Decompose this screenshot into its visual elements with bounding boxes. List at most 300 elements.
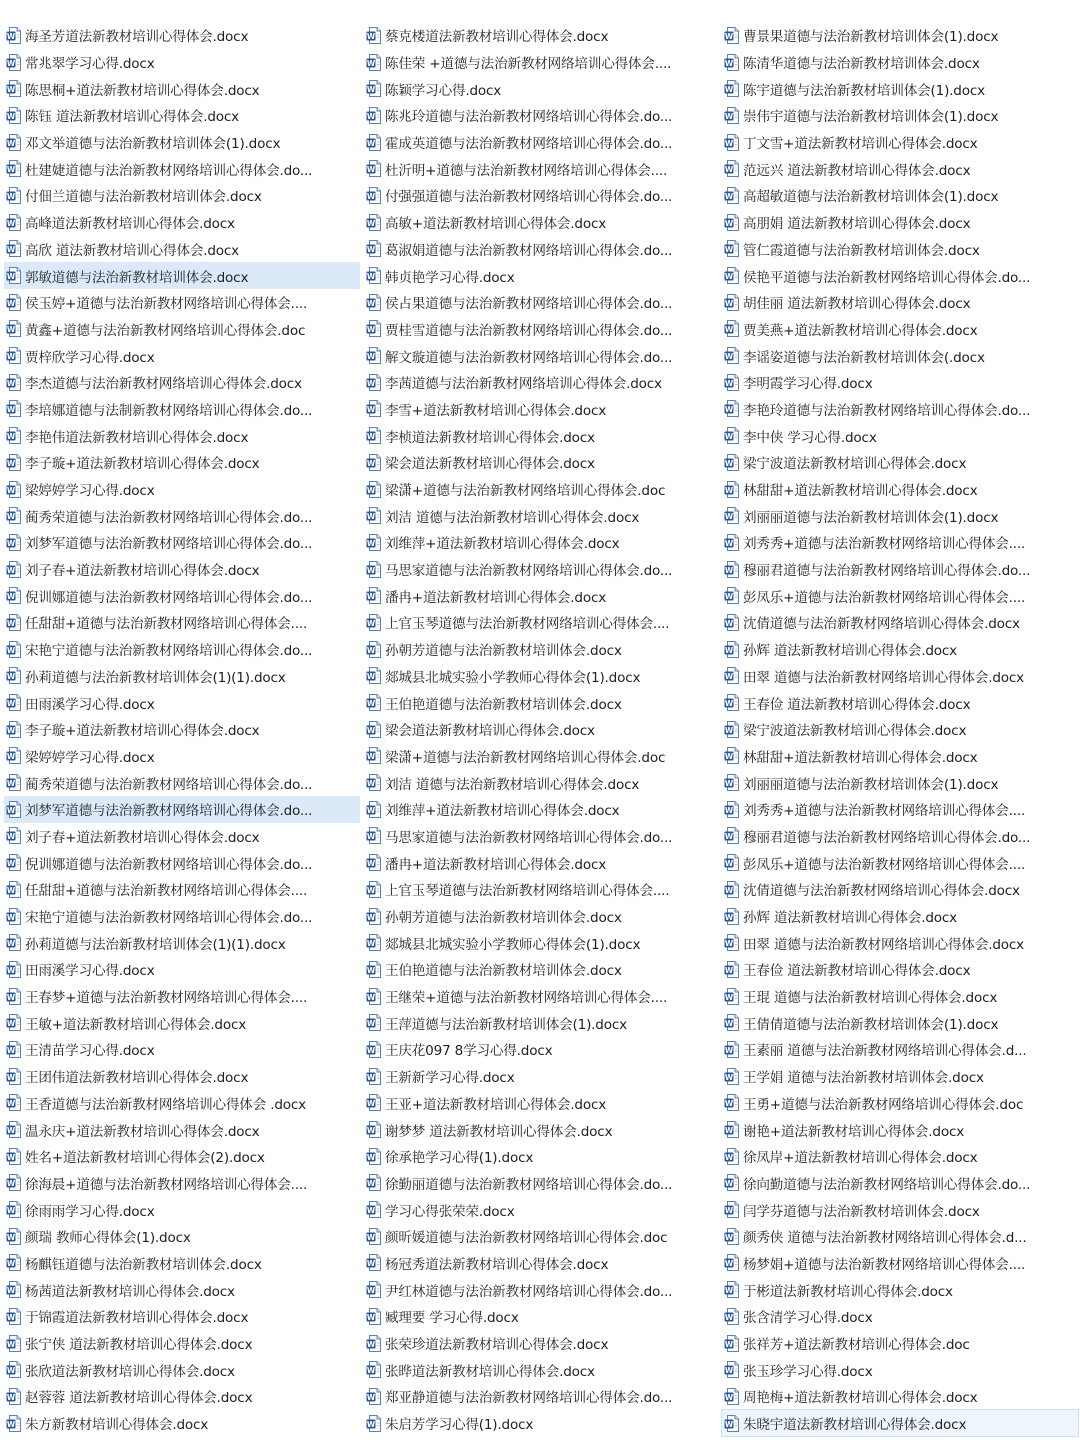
file-item[interactable]: [364, 929, 720, 956]
file-item[interactable]: [4, 155, 360, 182]
file-name: 张晔道法新教材培训心得体会.docx: [385, 1363, 595, 1380]
svg-text:W: W: [724, 699, 734, 709]
svg-text:W: W: [6, 512, 16, 522]
file-name: 王伯艳道德与法治新教材培训体会.docx: [385, 963, 622, 980]
file-item[interactable]: [722, 689, 1078, 716]
file-item[interactable]: [4, 1063, 360, 1090]
svg-text:W: W: [366, 1286, 376, 1296]
file-item[interactable]: [4, 502, 360, 529]
file-name: 王亚+道法新教材培训心得体会.docx: [385, 1096, 607, 1113]
svg-text:W: W: [724, 592, 734, 602]
file-item[interactable]: [4, 983, 360, 1010]
file-item[interactable]: [364, 49, 720, 76]
file-item[interactable]: [364, 449, 720, 476]
svg-text:W: W: [724, 512, 734, 522]
file-name: 刘梦军道德与法治新教材网络培训心得体会.do...: [25, 803, 313, 820]
file-name: 陈佳荣 +道德与法治新教材网络培训心得体会....: [385, 56, 672, 73]
file-name: 刘丽丽道德与法治新教材培训体会(1).docx: [743, 509, 999, 526]
word-document-icon: [366, 1174, 381, 1191]
file-item[interactable]: [4, 716, 360, 743]
file-item[interactable]: [722, 1250, 1078, 1277]
word-document-icon: [6, 1174, 21, 1191]
svg-text:W: W: [6, 1419, 16, 1429]
file-item[interactable]: [722, 1223, 1078, 1250]
file-item[interactable]: [722, 983, 1078, 1010]
file-name: 孙莉道德与法治新教材培训体会(1)(1).docx: [25, 936, 286, 953]
file-item[interactable]: [4, 1303, 360, 1330]
file-item[interactable]: [722, 289, 1078, 316]
word-document-icon: [724, 801, 739, 818]
file-item[interactable]: [4, 956, 360, 983]
file-item[interactable]: [364, 716, 720, 743]
file-item[interactable]: [4, 1410, 360, 1437]
file-item[interactable]: [364, 236, 720, 263]
file-name: 臧理要 学习心得.docx: [385, 1310, 519, 1327]
svg-text:W: W: [366, 1179, 376, 1189]
file-item[interactable]: [722, 1009, 1078, 1036]
word-document-icon: [724, 1361, 739, 1378]
svg-text:W: W: [724, 432, 734, 442]
file-name: 徐雨雨学习心得.docx: [25, 1203, 155, 1220]
word-document-icon: [6, 1281, 21, 1298]
file-item[interactable]: [4, 689, 360, 716]
file-item[interactable]: [364, 876, 720, 903]
file-item[interactable]: [722, 796, 1078, 823]
svg-text:W: W: [6, 405, 16, 415]
svg-text:W: W: [366, 805, 376, 815]
file-item[interactable]: [364, 129, 720, 156]
file-name: 张祥芳+道法新教材培训心得体会.doc: [743, 1337, 970, 1354]
svg-text:W: W: [724, 859, 734, 869]
file-name: 杨麒钰道德与法治新教材培训体会.docx: [25, 1256, 262, 1273]
file-item[interactable]: [364, 1410, 720, 1437]
file-item[interactable]: [4, 929, 360, 956]
file-item[interactable]: [722, 129, 1078, 156]
file-item[interactable]: [364, 582, 720, 609]
word-document-icon: [724, 320, 739, 337]
word-document-icon: [366, 1308, 381, 1325]
word-document-icon: [724, 1308, 739, 1325]
word-document-icon: [724, 1281, 739, 1298]
file-item[interactable]: [722, 636, 1078, 663]
file-item[interactable]: [722, 342, 1078, 369]
file-item[interactable]: [722, 929, 1078, 956]
file-item[interactable]: [4, 1250, 360, 1277]
file-item[interactable]: [722, 1303, 1078, 1330]
file-item[interactable]: [4, 1170, 360, 1197]
svg-text:W: W: [6, 1286, 16, 1296]
svg-text:W: W: [366, 405, 376, 415]
file-name: 张荣珍道法新教材培训心得体会.docx: [385, 1337, 609, 1354]
file-item[interactable]: [722, 743, 1078, 770]
svg-text:W: W: [6, 58, 16, 68]
file-name: 侯占果道德与法治新教材网络培训心得体会.do...: [385, 296, 673, 313]
file-item[interactable]: [364, 22, 720, 49]
file-item[interactable]: [722, 823, 1078, 850]
file-item[interactable]: [722, 663, 1078, 690]
file-item[interactable]: [722, 262, 1078, 289]
svg-text:W: W: [366, 272, 376, 282]
file-item[interactable]: [722, 1410, 1078, 1437]
file-item[interactable]: [364, 636, 720, 663]
file-item[interactable]: [722, 75, 1078, 102]
file-item[interactable]: [722, 582, 1078, 609]
svg-text:W: W: [724, 912, 734, 922]
file-name: 高超敏道德与法治新教材培训体会(1).docx: [743, 189, 999, 206]
file-item[interactable]: [364, 1330, 720, 1357]
file-item[interactable]: [4, 289, 360, 316]
file-name: 彭凤乐+道德与法治新教材网络培训心得体会....: [743, 589, 1026, 606]
file-name: 谢梦梦 道法新教材培训心得体会.docx: [385, 1123, 613, 1140]
file-item[interactable]: [722, 1116, 1078, 1143]
svg-text:W: W: [366, 1019, 376, 1029]
file-item[interactable]: [722, 1276, 1078, 1303]
file-item[interactable]: [364, 182, 720, 209]
word-document-icon: [6, 614, 21, 631]
file-item[interactable]: [722, 716, 1078, 743]
file-item[interactable]: [4, 823, 360, 850]
file-item[interactable]: [4, 1009, 360, 1036]
word-document-icon: [6, 374, 21, 391]
file-item[interactable]: [4, 1116, 360, 1143]
file-item[interactable]: [722, 1090, 1078, 1117]
file-item[interactable]: [364, 956, 720, 983]
file-item[interactable]: [4, 1036, 360, 1063]
file-item[interactable]: [364, 396, 720, 423]
word-document-icon: [366, 961, 381, 978]
word-document-icon: [724, 827, 739, 844]
file-item[interactable]: [722, 1383, 1078, 1410]
svg-text:W: W: [724, 165, 734, 175]
file-item[interactable]: [364, 823, 720, 850]
file-item[interactable]: [722, 1196, 1078, 1223]
svg-text:W: W: [724, 1339, 734, 1349]
file-name: 谢艳+道法新教材培训心得体会.docx: [743, 1123, 965, 1140]
word-document-icon: [366, 134, 381, 151]
file-item[interactable]: [722, 369, 1078, 396]
file-item[interactable]: [4, 476, 360, 503]
svg-text:W: W: [366, 58, 376, 68]
file-name: 王春梦+道德与法治新教材网络培训心得体会....: [25, 990, 308, 1007]
word-document-icon: [724, 400, 739, 417]
file-item[interactable]: [4, 422, 360, 449]
svg-text:W: W: [6, 1232, 16, 1242]
file-item[interactable]: [4, 1356, 360, 1383]
svg-text:W: W: [724, 138, 734, 148]
file-item[interactable]: [4, 609, 360, 636]
file-item[interactable]: [4, 22, 360, 49]
file-name: 温永庆+道法新教材培训心得体会.docx: [25, 1123, 260, 1140]
svg-text:W: W: [366, 1099, 376, 1109]
file-item[interactable]: [722, 849, 1078, 876]
file-item[interactable]: [722, 1143, 1078, 1170]
word-document-icon: [366, 747, 381, 764]
word-document-icon: [6, 934, 21, 951]
file-item[interactable]: [4, 75, 360, 102]
file-item[interactable]: [4, 1383, 360, 1410]
word-document-icon: [6, 694, 21, 711]
svg-text:W: W: [366, 1152, 376, 1162]
file-item[interactable]: [4, 1196, 360, 1223]
word-document-icon: [724, 240, 739, 257]
svg-text:W: W: [6, 725, 16, 735]
file-item[interactable]: [364, 1356, 720, 1383]
file-item[interactable]: [364, 769, 720, 796]
file-item[interactable]: [364, 209, 720, 236]
svg-text:W: W: [724, 779, 734, 789]
file-item[interactable]: [722, 556, 1078, 583]
file-item[interactable]: [722, 1356, 1078, 1383]
word-document-icon: [724, 1094, 739, 1111]
file-name: 贾梓欣学习心得.docx: [25, 349, 155, 366]
file-item[interactable]: [722, 155, 1078, 182]
file-item[interactable]: [364, 289, 720, 316]
file-item[interactable]: [722, 876, 1078, 903]
svg-text:W: W: [724, 672, 734, 682]
file-item[interactable]: [364, 1383, 720, 1410]
file-item[interactable]: [364, 1036, 720, 1063]
file-name: 王香道德与法治新教材网络培训心得体会 .docx: [25, 1096, 306, 1113]
file-name: 田雨溪学习心得.docx: [25, 963, 155, 980]
file-item[interactable]: [364, 1063, 720, 1090]
file-item[interactable]: [364, 502, 720, 529]
svg-text:W: W: [6, 939, 16, 949]
svg-text:W: W: [724, 1259, 734, 1269]
svg-text:W: W: [366, 31, 376, 41]
file-item[interactable]: [722, 396, 1078, 423]
file-item[interactable]: [364, 689, 720, 716]
word-document-icon: [6, 427, 21, 444]
file-item[interactable]: [364, 1196, 720, 1223]
file-item[interactable]: [722, 1330, 1078, 1357]
file-item[interactable]: [4, 1276, 360, 1303]
file-item[interactable]: [4, 743, 360, 770]
word-document-icon: [724, 80, 739, 97]
file-item[interactable]: [364, 1116, 720, 1143]
file-item[interactable]: [722, 49, 1078, 76]
file-name: 王新新学习心得.docx: [385, 1070, 515, 1087]
file-item[interactable]: [722, 903, 1078, 930]
word-document-icon: [366, 1148, 381, 1165]
file-item[interactable]: [722, 1036, 1078, 1063]
word-document-icon: [6, 1068, 21, 1085]
file-item[interactable]: [364, 476, 720, 503]
word-document-icon: [724, 534, 739, 551]
file-name: 李艳玲道德与法治新教材网络培训心得体会.do...: [743, 402, 1031, 419]
svg-text:W: W: [6, 565, 16, 575]
word-document-icon: [6, 294, 21, 311]
svg-text:W: W: [366, 538, 376, 548]
file-item[interactable]: [4, 849, 360, 876]
file-item[interactable]: [722, 236, 1078, 263]
svg-text:W: W: [724, 31, 734, 41]
file-item[interactable]: [4, 316, 360, 343]
word-document-icon: [366, 534, 381, 551]
file-item[interactable]: [4, 636, 360, 663]
word-document-icon: [6, 1361, 21, 1378]
file-item[interactable]: [722, 182, 1078, 209]
file-item[interactable]: [364, 1143, 720, 1170]
file-item[interactable]: [364, 422, 720, 449]
file-name: 李杰道德与法治新教材网络培训心得体会.docx: [25, 376, 302, 393]
file-item[interactable]: [364, 316, 720, 343]
file-item[interactable]: [4, 449, 360, 476]
word-document-icon: [366, 587, 381, 604]
file-item[interactable]: [4, 102, 360, 129]
file-name: 韩贞艳学习心得.docx: [385, 269, 515, 286]
svg-text:W: W: [724, 1232, 734, 1242]
file-item[interactable]: [364, 262, 720, 289]
file-item[interactable]: [4, 49, 360, 76]
file-item[interactable]: [4, 209, 360, 236]
file-item[interactable]: [722, 529, 1078, 556]
file-item[interactable]: [722, 1170, 1078, 1197]
svg-text:W: W: [724, 298, 734, 308]
file-item[interactable]: [722, 609, 1078, 636]
file-name: 霍成英道德与法治新教材网络培训心得体会.do...: [385, 136, 673, 153]
svg-text:W: W: [6, 85, 16, 95]
file-name: 周艳梅+道法新教材培训心得体会.docx: [743, 1390, 978, 1407]
file-item[interactable]: [722, 956, 1078, 983]
file-item[interactable]: [364, 1303, 720, 1330]
file-item[interactable]: [4, 1330, 360, 1357]
file-item[interactable]: [722, 476, 1078, 503]
file-item[interactable]: [364, 903, 720, 930]
file-item[interactable]: [364, 609, 720, 636]
file-item[interactable]: [364, 983, 720, 1010]
file-item[interactable]: [4, 182, 360, 209]
svg-text:W: W: [724, 1126, 734, 1136]
file-item[interactable]: [4, 769, 360, 796]
svg-text:W: W: [6, 885, 16, 895]
svg-text:W: W: [6, 1366, 16, 1376]
word-document-icon: [366, 1201, 381, 1218]
word-document-icon: [724, 1041, 739, 1058]
svg-text:W: W: [724, 965, 734, 975]
file-item[interactable]: [4, 903, 360, 930]
file-column-3: [722, 22, 1078, 1440]
file-item[interactable]: [364, 1276, 720, 1303]
file-name: 梁潇+道德与法治新教材网络培训心得体会.doc: [385, 483, 666, 500]
word-document-icon: [366, 427, 381, 444]
word-document-icon: [6, 107, 21, 124]
svg-text:W: W: [6, 1019, 16, 1029]
file-item[interactable]: [364, 1090, 720, 1117]
file-item[interactable]: [4, 1090, 360, 1117]
file-item[interactable]: [364, 369, 720, 396]
file-item[interactable]: [4, 1143, 360, 1170]
file-item[interactable]: [722, 209, 1078, 236]
file-item[interactable]: [364, 1009, 720, 1036]
file-name: 陈思桐+道法新教材培训心得体会.docx: [25, 82, 260, 99]
file-item[interactable]: [4, 1223, 360, 1250]
file-name: 姓名+道法新教材培训心得体会(2).docx: [25, 1150, 265, 1167]
file-item[interactable]: [364, 743, 720, 770]
file-item[interactable]: [364, 1223, 720, 1250]
file-item[interactable]: [4, 129, 360, 156]
word-document-icon: [724, 160, 739, 177]
file-name: 刘秀秀+道德与法治新教材网络培训心得体会....: [743, 536, 1026, 553]
file-name: 梁宁波道法新教材培训心得体会.docx: [743, 723, 967, 740]
word-document-icon: [6, 80, 21, 97]
file-item[interactable]: [722, 422, 1078, 449]
file-name: 王春俭 道法新教材培训心得体会.docx: [743, 963, 971, 980]
word-document-icon: [724, 374, 739, 391]
file-item[interactable]: [4, 262, 360, 289]
file-item[interactable]: [4, 796, 360, 823]
file-item[interactable]: [4, 663, 360, 690]
file-item[interactable]: [364, 342, 720, 369]
file-item[interactable]: [4, 529, 360, 556]
svg-text:W: W: [366, 992, 376, 1002]
file-name: 王团伟道法新教材培训心得体会.docx: [25, 1070, 249, 1087]
file-item[interactable]: [364, 529, 720, 556]
svg-text:W: W: [366, 352, 376, 362]
file-item[interactable]: [364, 1170, 720, 1197]
file-item[interactable]: [722, 449, 1078, 476]
svg-text:W: W: [724, 885, 734, 895]
svg-text:W: W: [724, 538, 734, 548]
file-item[interactable]: [4, 876, 360, 903]
word-document-icon: [724, 267, 739, 284]
file-item[interactable]: [364, 102, 720, 129]
file-item[interactable]: [722, 22, 1078, 49]
file-item[interactable]: [364, 75, 720, 102]
file-item[interactable]: [364, 556, 720, 583]
word-document-icon: [6, 267, 21, 284]
file-name: 王庆花097 8学习心得.docx: [385, 1043, 553, 1060]
file-name: 梁潇+道德与法治新教材网络培训心得体会.doc: [385, 749, 666, 766]
file-item[interactable]: [722, 1063, 1078, 1090]
file-name: 任甜甜+道德与法治新教材网络培训心得体会....: [25, 883, 308, 900]
word-document-icon: [366, 641, 381, 658]
file-item[interactable]: [4, 582, 360, 609]
word-document-icon: [724, 1254, 739, 1271]
svg-text:W: W: [724, 245, 734, 255]
file-name: 徐海晨+道德与法治新教材网络培训心得体会....: [25, 1176, 308, 1193]
word-document-icon: [6, 1121, 21, 1138]
file-item[interactable]: [364, 849, 720, 876]
file-item[interactable]: [722, 102, 1078, 129]
file-item[interactable]: [4, 396, 360, 423]
file-item[interactable]: [4, 369, 360, 396]
file-item[interactable]: [4, 236, 360, 263]
svg-text:W: W: [6, 1339, 16, 1349]
file-item[interactable]: [364, 796, 720, 823]
file-item[interactable]: [364, 1250, 720, 1277]
svg-text:W: W: [6, 378, 16, 388]
word-document-icon: [6, 160, 21, 177]
svg-text:W: W: [724, 1045, 734, 1055]
file-item[interactable]: [722, 769, 1078, 796]
file-name: 张玉珍学习心得.docx: [743, 1363, 873, 1380]
file-item[interactable]: [364, 663, 720, 690]
file-item[interactable]: [364, 155, 720, 182]
svg-text:W: W: [6, 1312, 16, 1322]
word-document-icon: [6, 347, 21, 364]
word-document-icon: [6, 534, 21, 551]
file-item[interactable]: [722, 502, 1078, 529]
file-item[interactable]: [722, 316, 1078, 343]
file-item[interactable]: [4, 342, 360, 369]
svg-text:W: W: [6, 218, 16, 228]
word-document-icon: [366, 934, 381, 951]
word-document-icon: [724, 641, 739, 658]
file-name: 李谣姿道德与法治新教材培训体会(.docx: [743, 349, 985, 366]
svg-text:W: W: [6, 298, 16, 308]
svg-text:W: W: [366, 779, 376, 789]
file-item[interactable]: [4, 556, 360, 583]
